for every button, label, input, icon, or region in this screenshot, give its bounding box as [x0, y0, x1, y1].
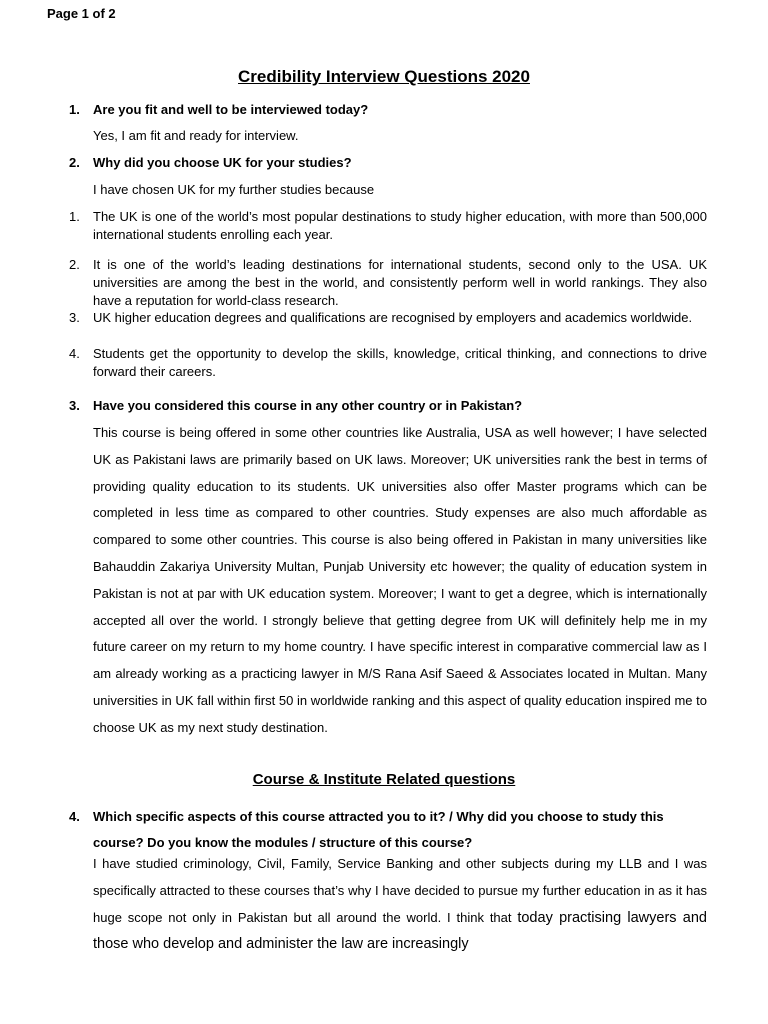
- answer-4-part-b: today practising lawyers and those who develop and administer the law are increasingly: [93, 909, 707, 953]
- reason-4-text: Students get the opportunity to develop the skills, knowledge, critical thinking, and connections to drive forward their careers.: [93, 346, 707, 379]
- answer-4: [93, 851, 707, 958]
- question-4: [69, 804, 707, 856]
- question-3-text: Have you considered this course in any other country or in Pakistan?: [93, 398, 523, 413]
- question-3: [69, 397, 707, 415]
- question-2-text: Why did you choose UK for your studies?: [93, 155, 352, 170]
- answer-3: This course is being offered in some other countries like Australia, USA as well however; I have selected UK as Pakistani laws are primarily based on UK laws. Moreover; UK universities rank the best in terms of providing quality education to its students. UK universities also offer Master programs which can be completed in less time as compared to other countries. Study expenses are also much affordable as compared to some other countries. This course is also being offered in Pakistan in many universities like Bahauddin Zakariya University Multan, Punjab University etc however; the quality of education system in Pakistan is not at par with UK education system. Moreover; I want to get a degree, which is internationally accepted all over the world. I strongly believe that getting degree from UK will definitely help me in my future career on my return to my home country. I have specific interest in comparative commercial law as I am already working as a practicing lawyer in M/S Rana Asif Saeed & Associates located in Multan. Many universities in UK fall within first 50 in worldwide ranking and this aspect of quality education inspired me to choose UK as my next study destination.: [93, 425, 707, 735]
- reason-4-number: 4.: [69, 346, 80, 361]
- reason-2: [69, 256, 707, 310]
- reason-2-number: 2.: [69, 257, 80, 272]
- reason-3: [69, 309, 707, 327]
- question-1: [69, 101, 707, 119]
- question-3-number: 3.: [69, 398, 80, 413]
- section-heading: Course & Institute Related questions: [252, 771, 516, 788]
- reason-1: [69, 208, 707, 244]
- answer-2-intro: I have chosen UK for my further studies because: [93, 182, 375, 197]
- question-4-number: 4.: [69, 809, 80, 824]
- reason-3-text: UK higher education degrees and qualifications are recognised by employers and academics worldwide.: [93, 310, 693, 325]
- reason-4: [69, 345, 707, 381]
- reason-3-number: 3.: [69, 310, 80, 325]
- reason-1-number: 1.: [69, 209, 80, 224]
- question-2: [69, 154, 707, 172]
- reason-2-text: It is one of the world’s leading destinations for international students, second only to the USA. UK universities are among the best in the world, and consistently perform well in world rankings. They also have a reputation for world-class research.: [93, 257, 707, 308]
- question-1-number: 1.: [69, 102, 80, 117]
- reason-1-text: The UK is one of the world’s most popular destinations to study higher education, with more than 500,000 international students enrolling each year.: [93, 209, 707, 242]
- page-number: Page 1 of 2: [47, 6, 116, 21]
- question-2-number: 2.: [69, 155, 80, 170]
- document-title: Credibility Interview Questions 2020: [238, 67, 530, 86]
- answer-4-part-a: I have studied criminology, Civil, Family, Service Banking and other subjects during my LLB and I was specifically attracted to these courses that’s why I have decided to pursue my further education in as it has huge scope not only in Pakistan but all around the world. I think that: [93, 856, 707, 925]
- question-4-text: Which specific aspects of this course attracted you to it? / Why did you choose to study this course? Do you know the modules / structure of this course?: [93, 809, 664, 850]
- question-1-text: Are you fit and well to be interviewed today?: [93, 102, 369, 117]
- answer-1: Yes, I am fit and ready for interview.: [93, 128, 299, 143]
